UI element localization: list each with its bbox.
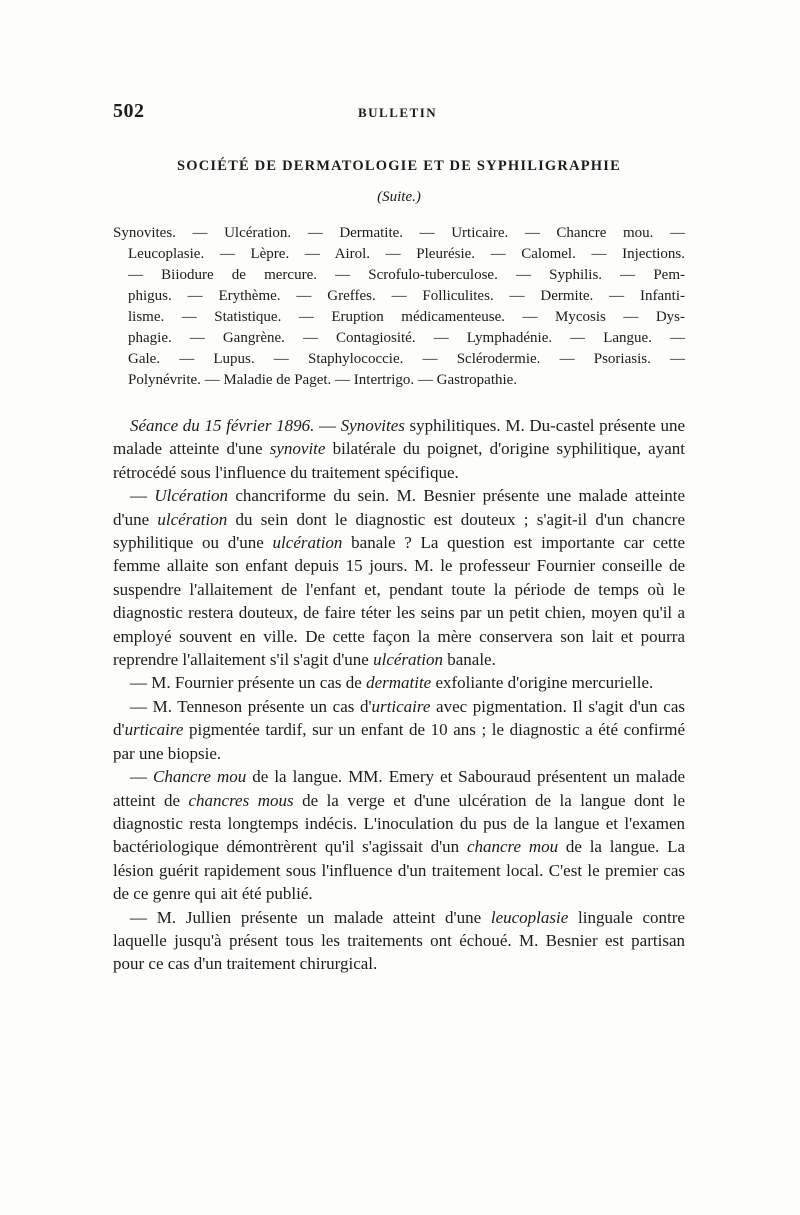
text-run-italic: synovite <box>269 439 326 459</box>
text-run: banale ? La question est importante car cette femme allaite son enfant depuis 15 jours. M. le professeur Fournier conseille de suspendre l'allaitement de l'enfant et, pendant toute la période de temps où le diagnostic restera douteux, de faire téter les seins par un petit chien, moyen qu'il a employé souvent en ville. De cette façon la mère conservera son lait et pourra reprendre l'allaitement s'il s'agit d'une <box>113 533 685 670</box>
section-subtitle: (Suite.) <box>377 189 421 205</box>
text-run: — M. Fournier présente un cas de <box>130 673 367 693</box>
index-line: Synovites. — Ulcération. — Dermatite. — Urticaire. — Chancre mou. — <box>113 225 685 241</box>
text-run: syphilitiques. M. Du-castel présente une malade atteinte d'une <box>113 416 686 459</box>
text-run-italic: ulcération <box>157 509 228 529</box>
index-line: lisme. — Statistique. — Eruption médicamenteuse. — Mycosis — Dys- <box>128 309 685 325</box>
section-title: SOCIÉTÉ DE DERMATOLOGIE ET DE SYPHILIGRAPHIE <box>177 158 621 174</box>
running-title: BULLETIN <box>358 105 438 120</box>
paragraph-ulceration <box>113 484 685 671</box>
text-run-italic: chancres mous <box>188 790 294 810</box>
text-run-italic: urticaire <box>371 696 431 716</box>
text-run-italic: ulcération <box>272 533 343 553</box>
text-run: exfoliante d'origine mercurielle. <box>431 673 654 693</box>
text-run: chancriforme du sein. M. Besnier présente une malade atteinte d'une <box>113 486 685 529</box>
text-run-italic: chancre mou <box>466 837 559 857</box>
index-line: Polynévrite. — Maladie de Paget. — Intertrigo. — Gastropathie. <box>128 372 518 388</box>
text-run: — M. Jullien présente un malade atteint d'une <box>130 907 491 927</box>
paragraph-leucoplasie <box>113 906 685 976</box>
text-run: avec pigmentation. Il s'agit d'un cas d' <box>113 696 686 740</box>
text-run: — <box>314 416 341 435</box>
page-number: 502 <box>113 100 145 122</box>
index-line: Leucoplasie. — Lèpre. — Airol. — Pleurésie. — Calomel. — Injections. <box>128 246 685 262</box>
topic-index <box>113 223 685 391</box>
running-head <box>113 100 685 128</box>
body-text <box>113 414 685 976</box>
text-run: de la langue. MM. Emery et Sabouraud présentent un malade atteint de <box>113 767 686 810</box>
text-run: du sein dont le diagnostic est douteux ; s'agit-il d'un chancre syphilitique ou d'une <box>113 509 685 553</box>
text-run: de la langue. La lésion guérit rapidement sous l'influence d'un traitement local. C'est le premier cas de ce genre qui ait été publié. <box>113 837 686 904</box>
text-run-italic: Chancre mou <box>153 767 247 787</box>
text-run: bilatérale du poignet, d'origine syphilitique, ayant rétrocédé sous l'influence du traitement spécifique. <box>113 439 685 482</box>
text-run-italic: leucoplasie <box>490 907 569 927</box>
paragraph-synovites <box>113 414 685 484</box>
text-run: pigmentée tardif, sur un enfant de 10 ans ; le diagnostic a été confirmé par une biopsie. <box>113 720 685 763</box>
paragraph-dermatite <box>113 671 685 694</box>
text-run: — M. Tenneson présente un cas d' <box>130 696 372 716</box>
text-run: linguale contre laquelle jusqu'à présent tous les traitements ont échoué. M. Besnier est partisan pour ce cas d'un traitement chirurgical. <box>113 907 685 974</box>
text-run-italic: urticaire <box>124 720 184 740</box>
seance-date: Séance du 15 février 1896. <box>130 416 315 435</box>
text-run-italic: Ulcération <box>154 486 229 506</box>
text-run: — <box>130 767 154 787</box>
index-line: phagie. — Gangrène. — Contagiosité. — Lymphadénie. — Langue. — <box>128 330 685 346</box>
text-run: banale. <box>442 650 496 670</box>
paragraph-chancre-mou <box>113 765 685 905</box>
text-run-italic: ulcération <box>373 650 443 670</box>
index-line: phigus. — Erythème. — Greffes. — Folliculites. — Dermite. — Infanti- <box>128 288 685 304</box>
index-line: — Biiodure de mercure. — Scrofulo-tuberculose. — Syphilis. — Pem- <box>128 267 685 283</box>
text-run-italic: Synovites <box>340 416 405 435</box>
paragraph-urticaire <box>113 695 685 765</box>
text-run: de la verge et d'une ulcération de la langue dont le diagnostic resta longtemps indécis. L'inoculation du pus de la langue et l'examen bactériologique démontrèrent qu'il s'agissait d'un <box>113 790 685 857</box>
index-line: Gale. — Lupus. — Staphylococcie. — Sclérodermie. — Psoriasis. — <box>128 351 685 367</box>
text-run: — <box>130 486 155 506</box>
text-run-italic: dermatite <box>366 673 432 693</box>
